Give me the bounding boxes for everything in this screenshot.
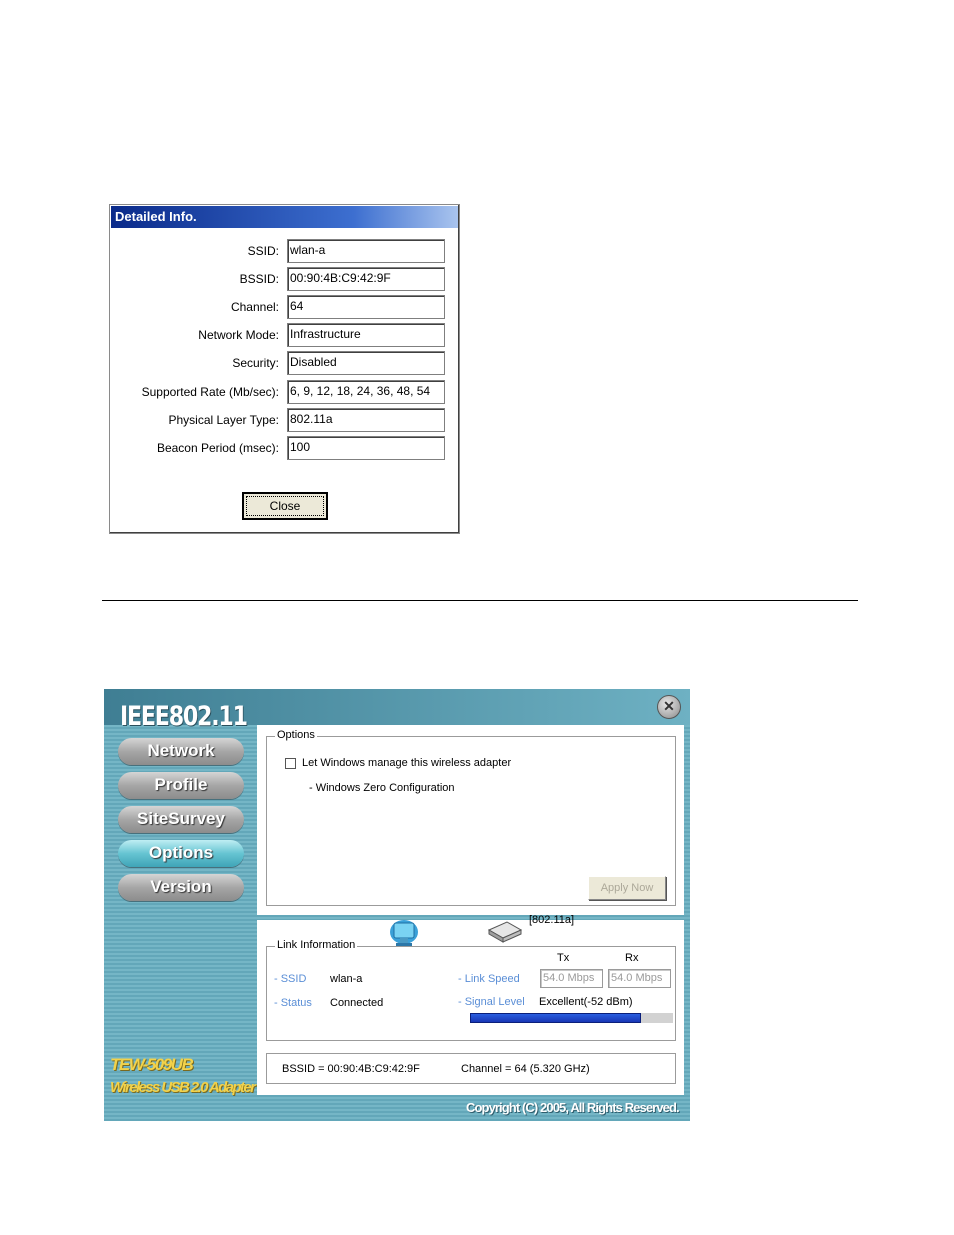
- brand-description: Wireless USB 2.0 Adapter: [110, 1079, 255, 1096]
- security-label: Security:: [232, 356, 279, 370]
- bssid-row: [110, 267, 459, 291]
- bssid-label: BSSID:: [239, 272, 279, 286]
- section-divider: [102, 600, 858, 601]
- network-mode-label: Network Mode:: [198, 328, 279, 342]
- ssid-field[interactable]: wlan-a: [287, 239, 445, 263]
- manage-adapter-checkbox[interactable]: [285, 758, 296, 769]
- ssid-value: wlan-a: [330, 973, 363, 985]
- physical-layer-row: [110, 408, 459, 432]
- wireless-utility-window: [104, 689, 690, 1121]
- security-field[interactable]: Disabled: [287, 351, 445, 375]
- apply-now-button[interactable]: Apply Now: [588, 876, 666, 900]
- link-mode: [802.11a]: [529, 914, 575, 926]
- close-button-label: Close: [246, 496, 324, 516]
- options-group-title: Options: [277, 729, 315, 741]
- usb-adapter-icon: [487, 918, 523, 944]
- signal-level-caption: - Signal Level: [458, 996, 525, 1008]
- physical-layer-field[interactable]: 802.11a: [287, 408, 445, 432]
- rx-header: Rx: [625, 952, 639, 964]
- physical-layer-label: Physical Layer Type:: [168, 413, 279, 427]
- signal-level-fill: [470, 1013, 641, 1023]
- supported-rate-label: Supported Rate (Mb/sec):: [141, 385, 279, 399]
- bssid-field[interactable]: 00:90:4B:C9:42:9F: [287, 267, 445, 291]
- link-speed-caption: - Link Speed: [458, 973, 520, 985]
- network-mode-row: [110, 323, 459, 347]
- options-group: [266, 729, 676, 906]
- signal-level-value: Excellent(-52 dBm): [539, 996, 633, 1008]
- close-button[interactable]: [242, 492, 328, 520]
- computer-icon: [387, 916, 423, 950]
- rx-speed-field: 54.0 Mbps: [608, 969, 671, 988]
- beacon-period-row: [110, 436, 459, 460]
- channel-row: [110, 295, 459, 319]
- bssid-channel-box: [266, 1053, 676, 1084]
- beacon-period-label: Beacon Period (msec):: [156, 441, 279, 455]
- channel-text: Channel = 64 (5.320 GHz): [461, 1063, 590, 1075]
- status-value: Connected: [330, 997, 384, 1009]
- nav-profile-button[interactable]: Profile: [118, 772, 244, 799]
- copyright-text: Copyright (C) 2005, All Rights Reserved.: [466, 1100, 679, 1115]
- detailed-info-dialog: [109, 204, 460, 534]
- ssid-caption: - SSID: [274, 973, 307, 985]
- link-info-panel: [257, 914, 684, 1095]
- zero-config-note: - Windows Zero Configuration: [309, 782, 455, 794]
- channel-field[interactable]: 64: [287, 295, 445, 319]
- options-panel: [257, 725, 684, 915]
- link-info-group-title: Link Information: [277, 939, 356, 951]
- nav-sitesurvey-button[interactable]: SiteSurvey: [118, 806, 244, 833]
- link-info-group: [266, 939, 676, 1041]
- nav-options-button[interactable]: Options: [118, 840, 244, 867]
- ieee-logo: IEEE802.11: [120, 701, 247, 732]
- nav-version-button[interactable]: Version: [118, 874, 244, 901]
- supported-rate-field[interactable]: 6, 9, 12, 18, 24, 36, 48, 54: [287, 380, 445, 404]
- security-row: [110, 351, 459, 375]
- beacon-period-field[interactable]: 100: [287, 436, 445, 460]
- ssid-row: [110, 239, 459, 263]
- supported-rate-row: [110, 380, 459, 404]
- network-mode-field[interactable]: Infrastructure: [287, 323, 445, 347]
- channel-label: Channel:: [230, 300, 279, 314]
- status-caption: - Status: [274, 997, 312, 1009]
- signal-level-bar: [470, 1013, 673, 1023]
- dialog-title: Detailed Info.: [111, 206, 458, 228]
- brand-model: TEW-509UB: [110, 1055, 193, 1074]
- tx-speed-field: 54.0 Mbps: [540, 969, 603, 988]
- close-icon[interactable]: ✕: [657, 695, 681, 719]
- ssid-label: SSID:: [247, 244, 279, 258]
- tx-header: Tx: [557, 952, 570, 964]
- nav-network-button[interactable]: Network: [118, 738, 244, 765]
- manage-adapter-label: Let Windows manage this wireless adapter: [302, 757, 512, 769]
- bssid-text: BSSID = 00:90:4B:C9:42:9F: [282, 1063, 420, 1075]
